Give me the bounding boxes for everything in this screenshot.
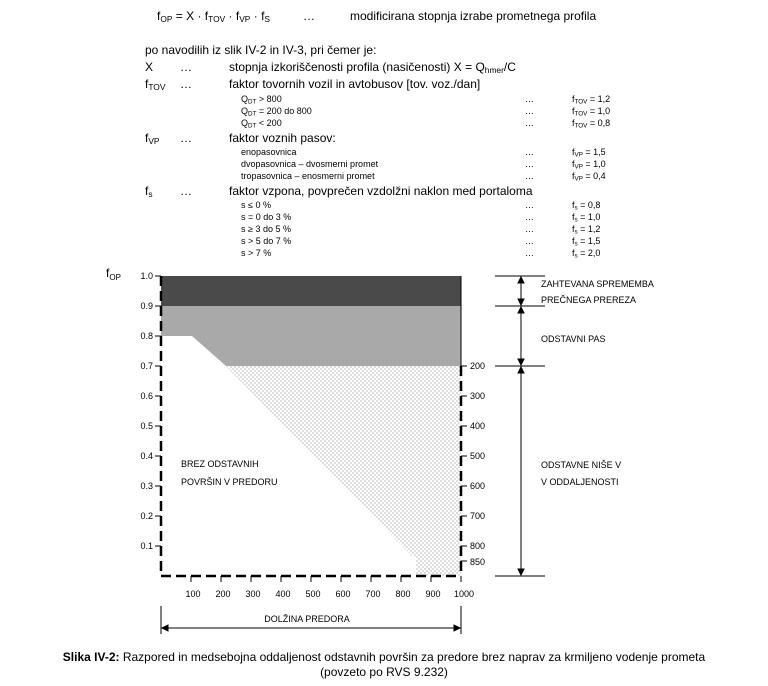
row-res: f [572, 224, 575, 234]
y-tick-label: 0.2 [140, 511, 153, 521]
zone-mid-label: ODSTAVNI PAS [541, 334, 606, 344]
formula-part: · f [250, 9, 265, 23]
zone-bottom-label-2: V ODDALJENOSTI [541, 477, 619, 487]
x-tick-label: 300 [245, 589, 261, 599]
row-sub: DT [248, 110, 257, 118]
formula-part: = X · f [172, 9, 209, 23]
right-tick-label: 500 [470, 451, 486, 461]
row-res: f [572, 212, 575, 222]
row-res: f [572, 106, 575, 116]
right-tick-label: 200 [470, 361, 486, 371]
def-fvp-dots: … [180, 131, 192, 145]
fs-row-4-dots: … [525, 236, 534, 246]
row-cond: < 200 [256, 118, 282, 128]
x-tick-label: 100 [185, 589, 201, 599]
row-res: f [572, 118, 575, 128]
row-val: = 2,0 [577, 248, 601, 258]
row-sub: DT [248, 98, 257, 106]
formula-description: modificirana stopnja izrabe prometnega profila [350, 9, 597, 23]
arrow-head [518, 277, 524, 283]
row-sub: DT [248, 122, 257, 130]
row-pre: Q [241, 106, 249, 116]
fvp-row-3: tropasovnica – enosmerni promet [241, 171, 375, 181]
row-cond: > 800 [256, 94, 282, 104]
row-res-sub: VP [574, 163, 583, 171]
row-res-sub: s [574, 204, 578, 212]
def-x-desc-tail: /C [503, 60, 516, 74]
y-tick-label: 1.0 [140, 271, 153, 281]
row-res-sub: s [574, 216, 578, 224]
x-tick-label: 900 [425, 589, 441, 599]
zone-dotted [226, 366, 461, 576]
arrow-head [162, 625, 168, 631]
row-res-sub: TOV [574, 122, 588, 130]
def-fvp-desc: faktor voznih pasov: [229, 131, 336, 145]
y-axis-f: f [106, 266, 110, 280]
def-x-desc-text: stopnja izkoriščenosti profila (nasičenosti) X = Q [229, 60, 485, 74]
y-tick-label: 0.3 [140, 481, 153, 491]
row-res-sub: TOV [574, 98, 588, 106]
def-ftov-dots: … [180, 77, 192, 91]
fvp-row-1-dots: … [525, 147, 534, 157]
zone-bottom-label-1: ODSTAVNE NIŠE V [541, 460, 622, 470]
arrow-head [518, 299, 524, 305]
caption-label: Slika IV-2: [62, 650, 120, 664]
fs-row-5-dots: … [525, 248, 534, 258]
formula-lhs-sub: OP [160, 14, 173, 25]
y-tick-label: 0.1 [140, 541, 153, 551]
arrow-head [518, 307, 524, 313]
caption [0, 650, 768, 664]
zone-left-label-2: POVRŠIN V PREDORU [181, 477, 278, 487]
row-res-sub: s [574, 252, 578, 260]
right-tick-label: 700 [470, 511, 486, 521]
right-tick-label: 850 [470, 557, 486, 567]
fs-row-1-dots: … [525, 200, 534, 210]
formula-sub: TOV [208, 14, 226, 25]
fs-row-2: s = 0 do 3 % [241, 212, 292, 222]
x-tick-label: 500 [305, 589, 321, 599]
right-tick-label: 800 [470, 541, 486, 551]
ftov-row-2-dots: … [525, 106, 534, 116]
x-tick-label: 800 [395, 589, 411, 599]
row-val: = 1,2 [587, 94, 611, 104]
x-axis-label: DOLŽINA PREDORA [264, 614, 350, 624]
row-res-sub: VP [574, 151, 583, 159]
row-val: = 1,0 [582, 159, 606, 169]
caption-text: Razpored in medsebojna oddaljenost odstavnih površin za predore brez naprav za krmiljeno vodenje prometa [119, 650, 706, 664]
def-ftov-desc: faktor tovornih vozil in avtobusov [tov. voz./dan] [229, 77, 481, 91]
x-tick-label: 400 [275, 589, 291, 599]
y-axis-sub: OP [109, 273, 121, 282]
def-fs-desc: faktor vzpona, povprečen vzdolžni naklon med portaloma [229, 184, 533, 198]
row-val: = 1,0 [587, 106, 611, 116]
right-tick-label: 600 [470, 481, 486, 491]
def-fvp-sub: VP [148, 136, 160, 147]
y-tick-label: 0.5 [140, 421, 153, 431]
zone-top-label-2: PREČNEGA PREREZA [541, 295, 637, 305]
row-res: f [572, 200, 575, 210]
y-tick-label: 0.6 [140, 391, 153, 401]
formula-dots: … [303, 9, 315, 23]
fs-row-3-dots: … [525, 224, 534, 234]
def-fs-sub: s [148, 189, 153, 200]
row-res-sub: TOV [574, 110, 588, 118]
x-tick-label: 200 [215, 589, 231, 599]
row-val: = 1,0 [577, 212, 601, 222]
ftov-row-3-dots: … [525, 118, 534, 128]
y-axis-symbol [106, 266, 121, 282]
def-ftov-sym: f [145, 77, 149, 91]
arrow-head [454, 625, 460, 631]
row-res: f [572, 147, 575, 157]
def-x-symbol: X [145, 60, 154, 74]
fvp-row-3-dots: … [525, 171, 534, 181]
fvp-row-1: enopasovnica [241, 147, 297, 157]
row-val: = 1,5 [582, 147, 606, 157]
zone-dark [161, 276, 461, 306]
row-res: f [572, 248, 575, 258]
def-x-desc-sub: hmer [484, 65, 504, 76]
x-tick-label: 700 [365, 589, 381, 599]
fs-row-2-dots: … [525, 212, 534, 222]
def-fs-dots: … [180, 184, 192, 198]
row-res: f [572, 171, 575, 181]
row-res-sub: s [574, 228, 578, 236]
zone-top-label-1: ZAHTEVANA SPREMEMBA [541, 279, 654, 289]
row-val: = 1,5 [577, 236, 601, 246]
caption-source: (povzeto po RVS 9.232) [320, 665, 448, 679]
intro-text: po navodilih iz slik IV-2 in IV-3, pri čemer je: [145, 43, 377, 57]
def-fvp-sym: f [145, 131, 149, 145]
y-tick-label: 0.8 [140, 331, 153, 341]
fs-row-5: s > 7 % [241, 248, 272, 258]
arrow-head [518, 569, 524, 575]
row-pre: Q [241, 118, 249, 128]
row-res-sub: s [574, 240, 578, 248]
fs-row-3: s ≥ 3 do 5 % [241, 224, 291, 234]
formula-lhs: f [157, 9, 161, 23]
formula-sub: S [264, 14, 270, 25]
fs-row-1: s ≤ 0 % [241, 200, 271, 210]
zone-gray [161, 306, 461, 366]
row-res: f [572, 236, 575, 246]
arrow-head [518, 359, 524, 365]
def-x-dots: … [180, 60, 192, 74]
right-tick-label: 300 [470, 391, 486, 401]
x-tick-label: 600 [335, 589, 351, 599]
row-val: = 0,8 [587, 118, 611, 128]
fs-row-4: s > 5 do 7 % [241, 236, 292, 246]
x-tick-label: 1000 [453, 589, 475, 599]
zone-left-label-1: BREZ ODSTAVNIH [181, 459, 259, 469]
def-fs-sym: f [145, 184, 149, 198]
y-tick-label: 0.4 [140, 451, 153, 461]
row-val: = 0,8 [577, 200, 601, 210]
row-res: f [572, 159, 575, 169]
ftov-row-1-dots: … [525, 94, 534, 104]
y-tick-label: 0.9 [140, 301, 153, 311]
row-res-sub: VP [574, 175, 583, 183]
row-val: = 0,4 [582, 171, 606, 181]
row-cond: = 200 do 800 [256, 106, 312, 116]
row-res: f [572, 94, 575, 104]
y-tick-label: 0.7 [140, 361, 153, 371]
fvp-row-2: dvopasovnica – dvosmerni promet [241, 159, 379, 169]
right-tick-label: 400 [470, 421, 486, 431]
arrow-head [518, 367, 524, 373]
row-pre: Q [241, 94, 249, 104]
formula-part: · f [225, 9, 240, 23]
right-separators [495, 276, 545, 576]
formula-sub: VP [239, 14, 251, 25]
row-val: = 1,2 [577, 224, 601, 234]
fvp-row-2-dots: … [525, 159, 534, 169]
def-ftov-sub: TOV [148, 82, 166, 93]
